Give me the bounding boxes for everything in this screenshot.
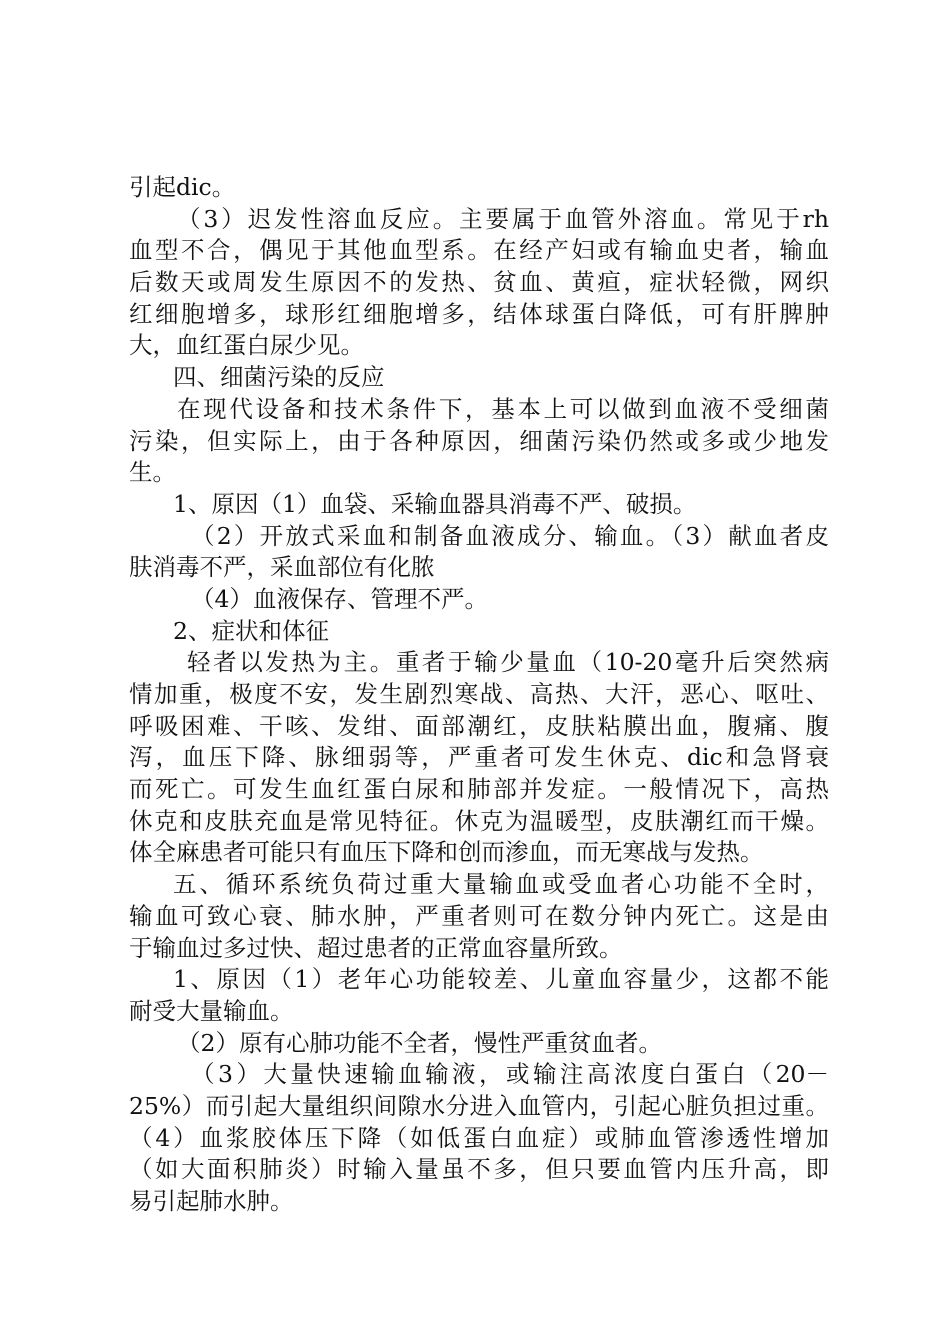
text-line: 引起dic。 xyxy=(129,173,236,201)
text-line: 大，血红蛋白尿少见。 xyxy=(129,331,364,360)
text-line: （如大面积肺炎）时输入量虽不多，但只要血管内压升高，即 xyxy=(129,1155,829,1184)
text-line: 情加重，极度不安，发生剧烈寒战、高热、大汗，恶心、呕吐、 xyxy=(129,680,829,708)
text-line: 1、原因（1）老年心功能较差、儿童血容量少，这都不能 xyxy=(173,965,829,994)
text-line: 易引起肺水肿。 xyxy=(129,1187,294,1215)
text-line: 休克和皮肤充血是常见特征。休克为温暖型，皮肤潮红而干燥。 xyxy=(129,806,829,835)
subsection-heading: 2、症状和体征 xyxy=(173,616,329,645)
text-line: 血型不合，偶见于其他血型系。在经产妇或有输血史者，输血 xyxy=(129,236,829,265)
text-line: 于输血过多过快、超过患者的正常血容量所致。 xyxy=(129,933,623,962)
text-line: 而死亡。可发生血红蛋白尿和肺部并发症。一般情况下，高热 xyxy=(129,775,829,804)
section-heading: 四、细菌污染的反应 xyxy=(173,363,385,392)
document-body xyxy=(129,172,829,1218)
section-heading: 五、循环系统负荷过重大量输血或受血者心功能不全时， xyxy=(173,870,829,899)
text-line: 泻，血压下降、脉细弱等，严重者可发生休克、dic和急肾衰 xyxy=(129,743,829,772)
text-line: （2）原有心肺功能不全者，慢性严重贫血者。 xyxy=(177,1028,662,1057)
text-line: （3）迟发性溶血反应。主要属于血管外溶血。常见于rh xyxy=(177,204,829,233)
text-line: （4）血浆胶体压下降（如低蛋白血症）或肺血管渗透性增加 xyxy=(129,1123,829,1152)
text-line: 耐受大量输血。 xyxy=(129,996,294,1025)
text-line: 后数天或周发生原因不的发热、贫血、黄疸，症状轻微，网织 xyxy=(129,268,829,297)
text-line: （3）大量快速输血输液，或输注高浓度白蛋白（20－ xyxy=(191,1060,829,1089)
text-line: 生。 xyxy=(129,458,176,487)
text-line: 1、原因（1）血袋、采输血器具消毒不严、破损。 xyxy=(173,489,697,518)
text-line: 体全麻患者可能只有血压下降和创而渗血，而无寒战与发热。 xyxy=(129,838,764,867)
text-line: 输血可致心衰、肺水肿，严重者则可在数分钟内死亡。这是由 xyxy=(129,901,829,930)
text-line: 25%）而引起大量组织间隙水分进入血管内，引起心脏负担过重。 xyxy=(129,1091,829,1120)
text-line: 肤消毒不严，采血部位有化脓 xyxy=(129,553,435,582)
text-line: （2）开放式采血和制备血液成分、输血。（3）献血者皮 xyxy=(191,521,829,550)
text-line: 在现代设备和技术条件下，基本上可以做到血液不受细菌 xyxy=(177,394,829,423)
text-line: 呼吸困难、干咳、发绀、面部潮红，皮肤粘膜出血，腹痛、腹 xyxy=(129,711,829,740)
text-line: 红细胞增多，球形红细胞增多，结体球蛋白降低，可有肝脾肿 xyxy=(129,299,829,328)
text-line: （4）血液保存、管理不严。 xyxy=(191,584,488,613)
text-line: 轻者以发热为主。重者于输少量血（10-20毫升后突然病 xyxy=(187,648,829,677)
text-line: 污染，但实际上，由于各种原因，细菌污染仍然或多或少地发 xyxy=(129,426,829,455)
